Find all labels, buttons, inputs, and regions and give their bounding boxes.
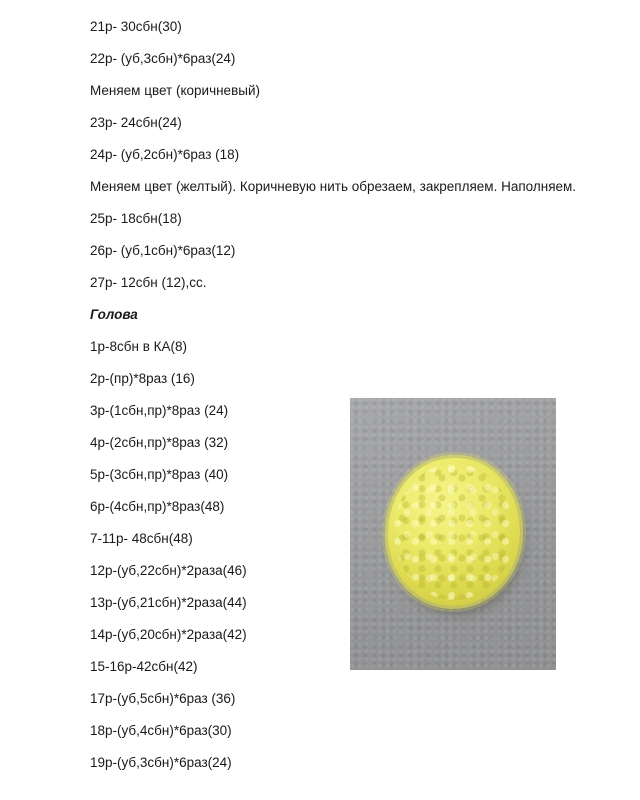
instruction-line: 21р- 30сбн(30): [90, 19, 182, 34]
instruction-line: 27р- 12сбн (12),сс.: [90, 275, 207, 290]
instruction-line: 13р-(уб,21сбн)*2раза(44): [90, 595, 247, 610]
instruction-line: 1р-8сбн в КА(8): [90, 339, 187, 354]
instruction-line: 23р- 24сбн(24): [90, 115, 182, 130]
instruction-line: Меняем цвет (коричневый): [90, 83, 260, 98]
pompom-photo: [350, 398, 556, 670]
yellow-pompom-ball: [388, 458, 520, 606]
instruction-line: 18р-(уб,4сбн)*6раз(30): [90, 723, 232, 738]
instruction-line: 2р-(пр)*8раз (16): [90, 371, 195, 386]
instruction-line: 26р- (уб,1сбн)*6раз(12): [90, 243, 236, 258]
instruction-line: 17р-(уб,5сбн)*6раз (36): [90, 691, 236, 706]
instruction-line: 25р- 18сбн(18): [90, 211, 182, 226]
instruction-line: 24р- (уб,2сбн)*6раз (18): [90, 147, 240, 162]
instruction-line: 22р- (уб,3сбн)*6раз(24): [90, 51, 236, 66]
instruction-line: 5р-(3сбн,пр)*8раз (40): [90, 467, 229, 482]
instruction-line: 19р-(уб,3сбн)*6раз(24): [90, 755, 232, 770]
instruction-line: 3р-(1сбн,пр)*8раз (24): [90, 403, 229, 418]
section-heading: Голова: [90, 307, 138, 322]
instruction-line: 12р-(уб,22сбн)*2раза(46): [90, 563, 247, 578]
instruction-line: 7-11р- 48сбн(48): [90, 531, 193, 546]
instruction-line: Меняем цвет (желтый). Коричневую нить обрезаем, закрепляем. Наполняем.: [90, 179, 577, 194]
instruction-line: 14р-(уб,20сбн)*2раза(42): [90, 627, 247, 642]
instruction-line: 15-16р-42сбн(42): [90, 659, 198, 674]
instruction-line: 4р-(2сбн,пр)*8раз (32): [90, 435, 229, 450]
instruction-line: 6р-(4сбн,пр)*8раз(48): [90, 499, 225, 514]
